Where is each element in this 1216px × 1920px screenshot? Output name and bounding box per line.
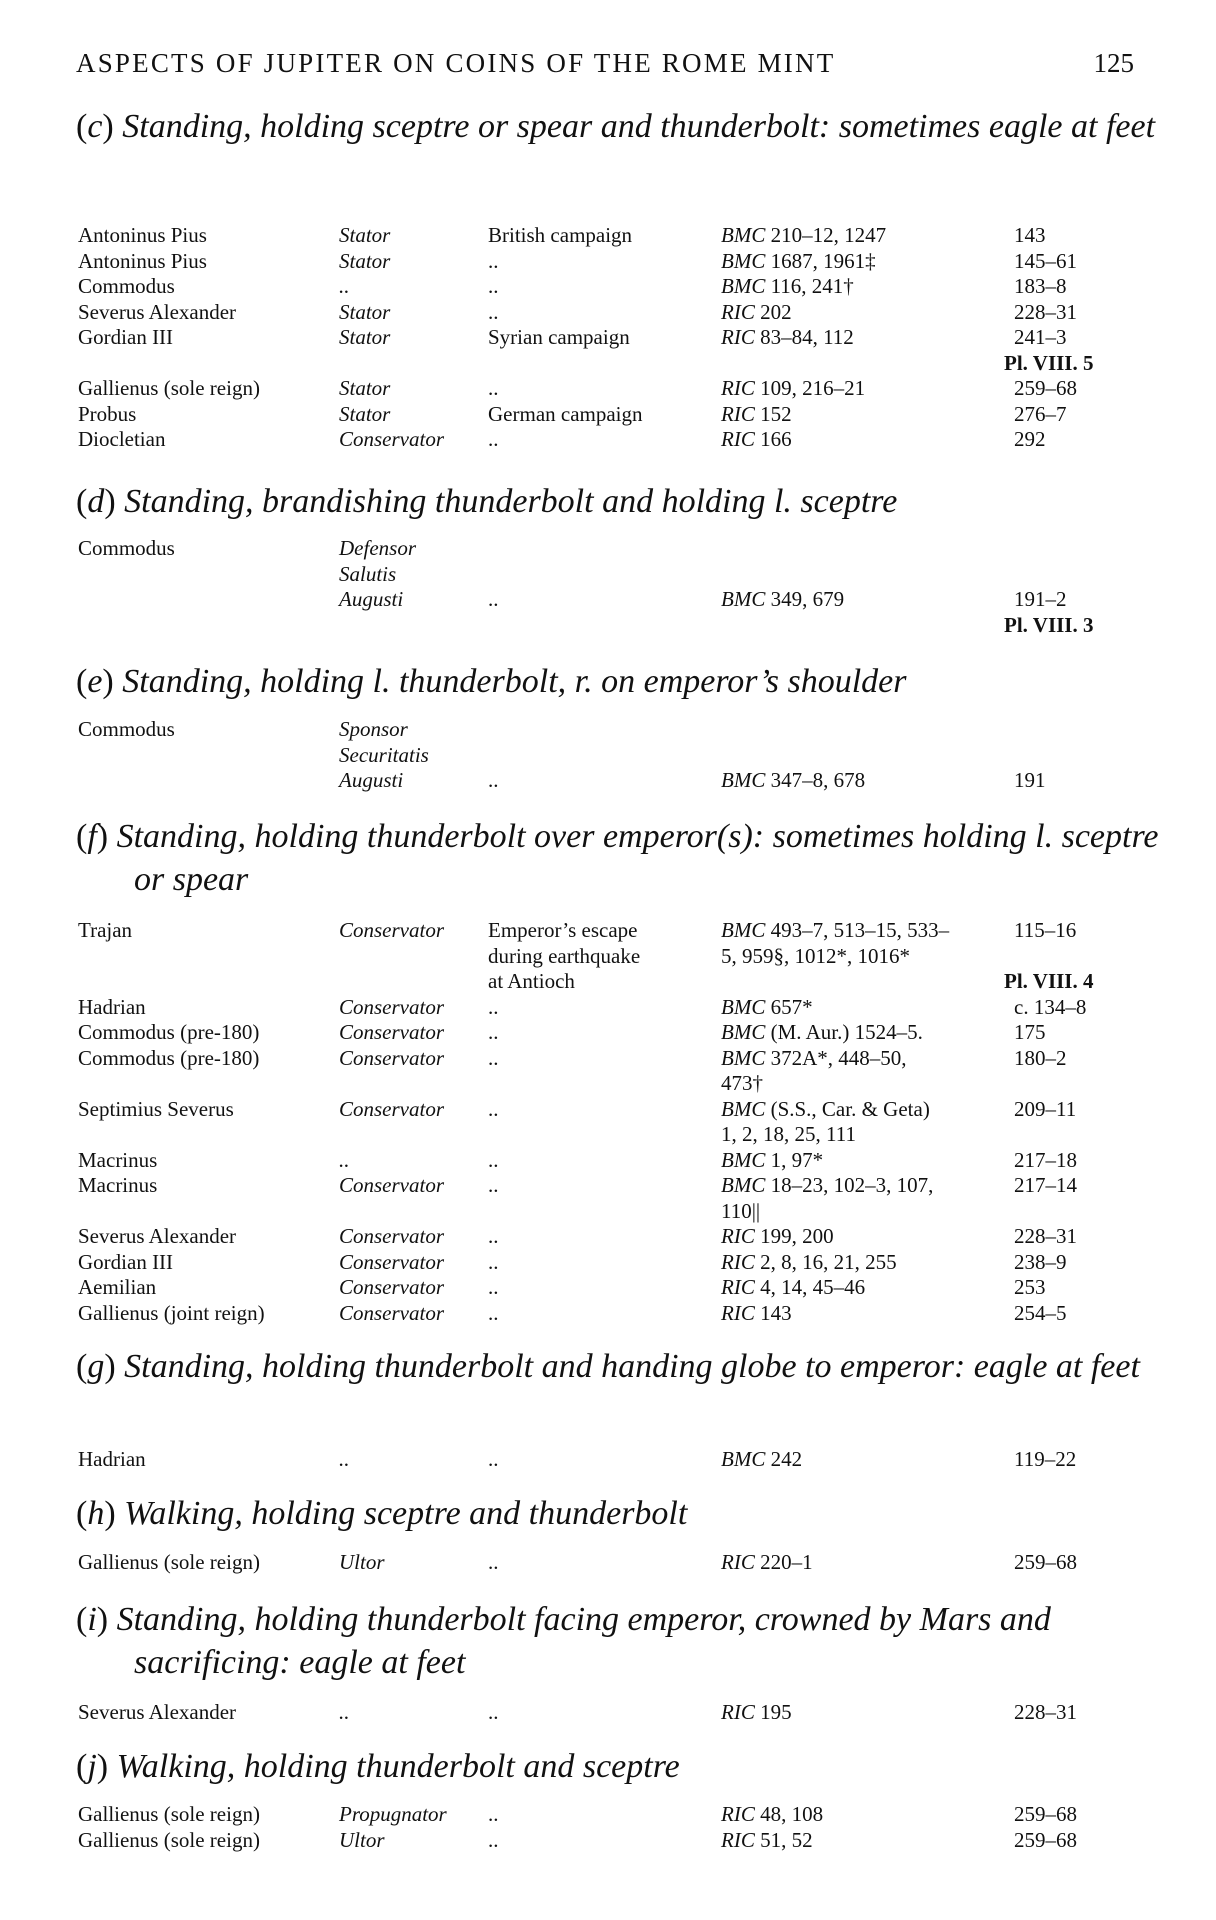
table-row (78, 969, 1138, 995)
catalogue-numbers: 657* (770, 994, 813, 1019)
date-cell: 254–5 (1014, 1300, 1067, 1325)
section-letter: (i) (76, 1601, 117, 1638)
table-row (78, 249, 1138, 275)
catalogue-abbrev: RIC (721, 1700, 755, 1724)
reference-cell (721, 1301, 792, 1326)
occasion-cell: British campaign (488, 223, 633, 247)
table-row (78, 1700, 1138, 1726)
reference-cell (721, 300, 792, 325)
epithet-cell: Conservator (339, 1224, 444, 1248)
catalogue-abbrev: RIC (721, 401, 755, 426)
table-row (78, 274, 1138, 300)
coin-table (78, 536, 1138, 638)
catalogue-abbrev: BMC (721, 994, 766, 1019)
occasion-cell: .. (488, 1802, 499, 1826)
table-row (78, 717, 1138, 743)
occasion-cell: .. (488, 248, 499, 273)
catalogue-numbers: 493–7, 513–15, 533– (770, 918, 950, 942)
epithet-cell: Ultor (339, 1550, 385, 1574)
coin-table (78, 1447, 1138, 1473)
date-cell: 145–61 (1014, 248, 1077, 273)
reference-cell (721, 274, 854, 299)
section-heading-text: Walking, holding thunderbolt and sceptre (116, 1748, 680, 1785)
epithet-cell: Augusti (339, 587, 404, 611)
table-row (78, 1148, 1138, 1174)
reference-cell (721, 223, 886, 248)
date-cell: 115–16 (1014, 918, 1077, 942)
occasion-cell: .. (488, 1096, 499, 1121)
emperor-cell: Commodus (78, 274, 175, 298)
occasion-cell: .. (488, 1447, 499, 1471)
catalogue-numbers: 349, 679 (770, 587, 845, 611)
epithet-cell: Sponsor (339, 717, 408, 741)
catalogue-abbrev: RIC (721, 1300, 755, 1325)
reference-cell (721, 944, 910, 969)
section-heading-text: Standing, brandishing thunderbolt and holding l. sceptre (124, 483, 898, 520)
coin-table (78, 717, 1138, 794)
emperor-cell: Gallienus (sole reign) (78, 1802, 260, 1826)
occasion-cell: .. (488, 587, 499, 611)
catalogue-abbrev: RIC (721, 376, 755, 400)
coin-table (78, 1550, 1138, 1576)
reference-cell (721, 1173, 933, 1198)
occasion-cell: .. (488, 1275, 499, 1299)
table-row (78, 562, 1138, 588)
section-heading-text: Standing, holding thunderbolt over emperor(s): sometimes holding l. sceptre or spear (116, 818, 1159, 898)
epithet-cell: Conservator (339, 427, 444, 451)
catalogue-abbrev: BMC (721, 918, 766, 942)
date-cell: 209–11 (1014, 1096, 1077, 1121)
catalogue-numbers: 152 (760, 401, 792, 426)
occasion-cell: .. (488, 1045, 499, 1070)
epithet-cell: Propugnator (339, 1802, 447, 1826)
date-cell: 228–31 (1014, 1700, 1077, 1724)
section-heading (76, 480, 1194, 523)
date-cell: 259–68 (1014, 1550, 1077, 1574)
catalogue-abbrev: RIC (721, 1827, 755, 1852)
table-row (78, 587, 1138, 613)
date-cell: 191 (1014, 768, 1046, 792)
date-cell: 259–68 (1014, 1827, 1077, 1852)
catalogue-abbrev: RIC (721, 427, 755, 451)
table-row (78, 351, 1138, 377)
section-letter: (d) (76, 483, 125, 520)
epithet-cell: .. (339, 1700, 350, 1724)
emperor-cell: Severus Alexander (78, 299, 237, 324)
catalogue-abbrev: RIC (721, 299, 755, 324)
catalogue-numbers: 143 (760, 1300, 792, 1325)
table-row (78, 1275, 1138, 1301)
occasion-cell: German campaign (488, 401, 643, 426)
catalogue-abbrev: BMC (721, 1096, 766, 1121)
catalogue-abbrev: BMC (721, 587, 766, 611)
epithet-cell: Conservator (339, 1020, 444, 1044)
reference-cell (721, 1802, 823, 1827)
reference-cell (721, 1275, 865, 1300)
reference-cell (721, 587, 844, 612)
occasion-cell: .. (488, 1300, 499, 1325)
catalogue-numbers: 199, 200 (760, 1224, 834, 1248)
epithet-cell: Stator (339, 223, 391, 247)
date-cell: 259–68 (1014, 1802, 1077, 1826)
section-heading (76, 1345, 1194, 1388)
epithet-cell: Stator (339, 376, 391, 400)
section-letter: (c) (76, 108, 123, 145)
section-letter-value: g (87, 1348, 105, 1385)
date-cell: 183–8 (1014, 274, 1067, 298)
reference-cell (721, 768, 865, 793)
table-row (78, 223, 1138, 249)
occasion-cell: .. (488, 376, 499, 400)
section-heading (76, 815, 1194, 901)
table-row (78, 402, 1138, 428)
reference-cell (721, 1828, 813, 1853)
catalogue-abbrev: BMC (721, 768, 766, 792)
section-heading-text: Standing, holding thunderbolt and handing globe to emperor: eagle at feet (124, 1348, 1140, 1385)
table-row (78, 1199, 1138, 1225)
table-row (78, 768, 1138, 794)
catalogue-numbers: 210–12, 1247 (770, 223, 887, 247)
reference-cell (721, 1122, 856, 1147)
occasion-cell: .. (488, 1224, 499, 1248)
section-heading (76, 660, 1194, 703)
table-row (78, 1122, 1138, 1148)
epithet-cell: Conservator (339, 1300, 444, 1325)
occasion-cell: .. (488, 1249, 499, 1274)
table-row (78, 325, 1138, 351)
table-row (78, 1250, 1138, 1276)
catalogue-numbers: 1, 2, 18, 25, 111 (721, 1122, 856, 1146)
epithet-cell: Conservator (339, 1045, 444, 1070)
catalogue-numbers: 5, 959§, 1012*, 1016* (721, 943, 910, 968)
table-row (78, 1173, 1138, 1199)
emperor-cell: Commodus (pre-180) (78, 1045, 260, 1070)
section-heading (76, 105, 1194, 148)
date-cell: 217–18 (1014, 1147, 1077, 1172)
epithet-cell: Conservator (339, 1249, 444, 1274)
table-row (78, 743, 1138, 769)
epithet-cell: Conservator (339, 1096, 444, 1121)
catalogue-numbers: 242 (770, 1447, 803, 1471)
occasion-cell: .. (488, 1020, 499, 1044)
catalogue-numbers: 116, 241† (770, 274, 854, 298)
emperor-cell: Macrinus (78, 1173, 158, 1197)
occasion-cell: Syrian campaign (488, 325, 630, 349)
coin-table (78, 1700, 1138, 1726)
epithet-cell: Stator (339, 299, 391, 324)
section-letter-value: f (87, 818, 97, 855)
table-row (78, 1802, 1138, 1828)
epithet-cell: Conservator (339, 994, 444, 1019)
section-letter-value: h (87, 1495, 105, 1532)
catalogue-numbers: 195 (760, 1700, 792, 1724)
catalogue-abbrev: BMC (721, 248, 766, 273)
occasion-cell: .. (488, 1173, 499, 1197)
catalogue-numbers: (M. Aur.) 1524–5. (770, 1020, 923, 1044)
date-cell: 228–31 (1014, 299, 1077, 324)
section-heading (76, 1598, 1194, 1684)
occasion-cell: .. (488, 1700, 499, 1724)
occasion-cell: .. (488, 768, 499, 792)
epithet-cell: Ultor (339, 1827, 385, 1852)
epithet-cell: Securitatis (339, 742, 429, 767)
catalogue-numbers: 220–1 (760, 1550, 813, 1574)
emperor-cell: Gallienus (sole reign) (78, 1550, 260, 1574)
table-row (78, 1071, 1138, 1097)
catalogue-abbrev: RIC (721, 1224, 755, 1248)
table-row (78, 536, 1138, 562)
catalogue-numbers: 473† (721, 1071, 763, 1095)
epithet-cell: Stator (339, 401, 391, 426)
section-heading-text: Standing, holding sceptre or spear and thunderbolt: sometimes eagle at feet (122, 108, 1156, 145)
emperor-cell: Probus (78, 401, 137, 426)
catalogue-numbers: 83–84, 112 (760, 325, 854, 349)
catalogue-abbrev: BMC (721, 1447, 766, 1471)
catalogue-numbers: 51, 52 (760, 1827, 813, 1852)
reference-cell (721, 1199, 760, 1224)
epithet-cell: Stator (339, 325, 391, 349)
epithet-cell: Conservator (339, 1275, 444, 1299)
table-row (78, 918, 1138, 944)
catalogue-numbers: 48, 108 (760, 1802, 824, 1826)
date-cell: 180–2 (1014, 1045, 1067, 1070)
section-heading (76, 1492, 1194, 1535)
occasion-cell: Emperor’s escape (488, 918, 638, 942)
epithet-cell: Augusti (339, 768, 404, 792)
reference-cell (721, 325, 854, 350)
catalogue-numbers: (S.S., Car. & Geta) (770, 1096, 930, 1121)
catalogue-numbers: 2, 8, 16, 21, 255 (760, 1249, 897, 1274)
reference-cell (721, 1700, 792, 1725)
date-cell: 191–2 (1014, 587, 1067, 611)
table-row (78, 995, 1138, 1021)
emperor-cell: Diocletian (78, 427, 166, 451)
catalogue-numbers: 1, 97* (770, 1147, 824, 1172)
catalogue-abbrev: RIC (721, 1275, 755, 1299)
date-cell: 119–22 (1014, 1447, 1077, 1471)
emperor-cell: Aemilian (78, 1275, 157, 1299)
occasion-cell: .. (488, 994, 499, 1019)
occasion-cell: .. (488, 427, 499, 451)
emperor-cell: Trajan (78, 918, 133, 942)
reference-cell (721, 1447, 802, 1472)
section-letter-value: j (87, 1748, 97, 1785)
emperor-cell: Gordian III (78, 1249, 174, 1274)
date-cell: 241–3 (1014, 325, 1067, 349)
date-cell: 228–31 (1014, 1224, 1077, 1248)
reference-cell (721, 376, 865, 401)
emperor-cell: Commodus (78, 536, 175, 560)
emperor-cell: Severus Alexander (78, 1700, 237, 1724)
reference-cell (721, 427, 792, 452)
table-row (78, 944, 1138, 970)
catalogue-numbers: 202 (760, 299, 792, 324)
date-cell: 259–68 (1014, 376, 1077, 400)
catalogue-numbers: 347–8, 678 (770, 768, 866, 792)
occasion-cell: .. (488, 1827, 499, 1852)
catalogue-numbers: 109, 216–21 (760, 376, 866, 400)
catalogue-abbrev: BMC (721, 1173, 766, 1197)
coin-table (78, 918, 1138, 1326)
date-cell: 253 (1014, 1275, 1046, 1299)
catalogue-abbrev: RIC (721, 325, 755, 349)
section-letter: (h) (76, 1495, 125, 1532)
section-letter: (e) (76, 663, 123, 700)
section-heading-text: Standing, holding thunderbolt facing emperor, crowned by Mars and sacrificing: eagle at feet (116, 1601, 1051, 1681)
epithet-cell: Conservator (339, 918, 444, 942)
emperor-cell: Hadrian (78, 994, 146, 1019)
running-header (76, 48, 1134, 79)
section-letter-value: c (87, 108, 103, 145)
table-row (78, 1097, 1138, 1123)
section-letter-value: e (87, 663, 103, 700)
occasion-cell: .. (488, 299, 499, 324)
emperor-cell: Severus Alexander (78, 1224, 237, 1248)
section-letter: (f) (76, 818, 117, 855)
emperor-cell: Antoninus Pius (78, 223, 207, 247)
reference-cell (721, 1097, 930, 1122)
catalogue-numbers: 166 (760, 427, 792, 451)
occasion-cell: .. (488, 274, 499, 298)
emperor-cell: Hadrian (78, 1447, 146, 1471)
table-row (78, 300, 1138, 326)
catalogue-numbers: 110|| (721, 1198, 761, 1223)
emperor-cell: Gallienus (joint reign) (78, 1300, 265, 1325)
table-row (78, 1020, 1138, 1046)
reference-cell (721, 1020, 923, 1045)
emperor-cell: Gallienus (sole reign) (78, 1827, 260, 1852)
emperor-cell: Gallienus (sole reign) (78, 376, 260, 400)
catalogue-abbrev: BMC (721, 1020, 766, 1044)
plate-reference: Pl. VIII. 5 (1004, 350, 1094, 375)
coin-table (78, 1802, 1138, 1853)
epithet-cell: .. (339, 1447, 350, 1471)
section-heading (76, 1745, 1194, 1788)
date-cell: 217–14 (1014, 1173, 1077, 1197)
date-cell: 292 (1014, 427, 1046, 451)
catalogue-abbrev: BMC (721, 1147, 766, 1172)
occasion-cell: .. (488, 1550, 499, 1574)
catalogue-abbrev: BMC (721, 1045, 766, 1070)
emperor-cell: Gordian III (78, 325, 174, 349)
epithet-cell: Defensor (339, 536, 416, 560)
page-number: 125 (1093, 48, 1134, 78)
section-heading-text: Standing, holding l. thunderbolt, r. on emperor’s shoulder (122, 663, 907, 700)
date-cell: 276–7 (1014, 401, 1067, 426)
reference-cell (721, 402, 792, 427)
emperor-cell: Macrinus (78, 1147, 158, 1172)
reference-cell (721, 1224, 834, 1249)
table-row (78, 1828, 1138, 1854)
catalogue-numbers: 1687, 1961‡ (770, 248, 876, 273)
catalogue-numbers: 18–23, 102–3, 107, (770, 1173, 934, 1197)
section-heading-text: Walking, holding sceptre and thunderbolt (124, 1495, 688, 1532)
date-cell: 175 (1014, 1020, 1046, 1044)
table-row (78, 1301, 1138, 1327)
emperor-cell: Septimius Severus (78, 1096, 234, 1121)
catalogue-numbers: 4, 14, 45–46 (760, 1275, 866, 1299)
reference-cell (721, 1250, 897, 1275)
table-row (78, 1447, 1138, 1473)
section-letter-value: i (87, 1601, 97, 1638)
table-row (78, 1224, 1138, 1250)
table-row (78, 1046, 1138, 1072)
date-cell: 238–9 (1014, 1249, 1067, 1274)
emperor-cell: Commodus (pre-180) (78, 1020, 260, 1044)
occasion-cell: during earthquake (488, 943, 641, 968)
catalogue-abbrev: BMC (721, 223, 766, 247)
catalogue-numbers: 372A*, 448–50, (770, 1045, 907, 1070)
section-letter: (j) (76, 1748, 117, 1785)
reference-cell (721, 918, 949, 943)
epithet-cell: Stator (339, 248, 391, 273)
epithet-cell: .. (339, 1147, 350, 1172)
catalogue-abbrev: BMC (721, 274, 766, 298)
catalogue-abbrev: RIC (721, 1802, 755, 1826)
table-row (78, 1550, 1138, 1576)
occasion-cell: at Antioch (488, 969, 575, 993)
reference-cell (721, 1550, 813, 1575)
reference-cell (721, 1046, 907, 1071)
reference-cell (721, 1071, 763, 1096)
reference-cell (721, 995, 813, 1020)
epithet-cell: Conservator (339, 1173, 444, 1197)
date-cell: 143 (1014, 223, 1046, 247)
emperor-cell: Commodus (78, 717, 175, 741)
reference-cell (721, 249, 876, 274)
emperor-cell: Antoninus Pius (78, 248, 207, 273)
table-row (78, 427, 1138, 453)
plate-reference: Pl. VIII. 3 (1004, 612, 1094, 637)
epithet-cell: .. (339, 274, 350, 298)
occasion-cell: .. (488, 1147, 499, 1172)
date-cell: c. 134–8 (1014, 994, 1087, 1019)
catalogue-abbrev: RIC (721, 1249, 755, 1274)
section-letter-value: d (87, 483, 105, 520)
epithet-cell: Salutis (339, 561, 397, 586)
reference-cell (721, 1148, 823, 1173)
coin-table (78, 223, 1138, 453)
catalogue-abbrev: RIC (721, 1550, 755, 1574)
running-title: ASPECTS OF JUPITER ON COINS OF THE ROME MINT (76, 48, 836, 78)
table-row (78, 613, 1138, 639)
plate-reference: Pl. VIII. 4 (1004, 969, 1094, 993)
section-letter: (g) (76, 1348, 125, 1385)
table-row (78, 376, 1138, 402)
